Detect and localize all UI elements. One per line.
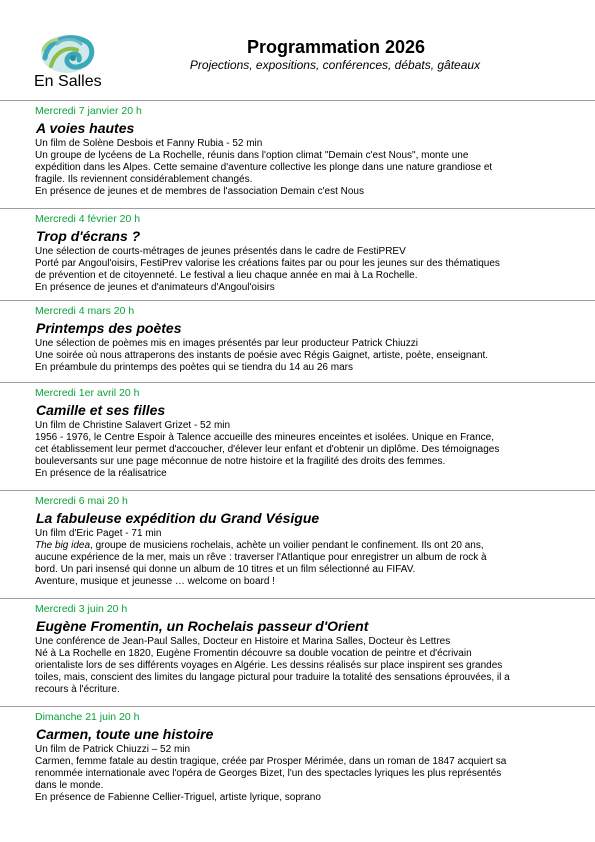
film-name: The big idea xyxy=(35,540,91,551)
event-date: Mercredi 6 mai 20 h xyxy=(35,495,128,507)
event-line: Une sélection de poèmes mis en images présentés par leur producteur Patrick Chiuzzi xyxy=(35,338,418,349)
event-date: Mercredi 3 juin 20 h xyxy=(35,603,128,615)
event-line: de prévention et de citoyenneté. Le festival a lieu chaque année en mai à La Rochelle. xyxy=(35,270,418,281)
event-date: Mercredi 4 mars 20 h xyxy=(35,305,135,317)
event-description xyxy=(35,246,560,294)
event-line: En présence de la réalisatrice xyxy=(35,468,167,479)
event-date: Mercredi 4 février 20 h xyxy=(35,213,141,225)
event-description xyxy=(35,528,560,588)
event-line: toiles, mais, conscient des limites du langage pictural pour traduire la totalité des sensations éprouvées, il a xyxy=(35,672,510,683)
event-title: Trop d'écrans ? xyxy=(36,228,141,244)
event-line: aucune expérience de la mer, mais un rêve : traverser l'Atlantique pour enregistrer un album de rock à xyxy=(35,552,487,563)
event-line: Un film de Christine Salavert Grizet - 52 min xyxy=(35,420,231,431)
en-salles-logo xyxy=(34,32,104,92)
event-line: orientaliste lors de ses différents voyages en Algérie. Les dessins réalisés sur place inspirent ses grandes xyxy=(35,660,503,671)
event-line: recours à l'écriture. xyxy=(35,684,120,695)
logo-text: En Salles xyxy=(34,73,102,90)
event-line: En présence de jeunes et d'animateurs d'Angoul'oisirs xyxy=(35,282,275,293)
event-line: bouleversants sur une page méconnue de notre histoire et la fragilité des droits des femmes. xyxy=(35,456,446,467)
page-subtitle: Projections, expositions, conférences, débats, gâteaux xyxy=(189,58,481,72)
page-title: Programmation 2026 xyxy=(246,37,426,57)
logo-swirl-icon xyxy=(37,32,101,78)
event-description xyxy=(35,636,560,696)
event-block xyxy=(0,100,595,197)
event-line: Porté par Angoul'oisirs, FestiPrev valorise les créations faites par ou pour les jeunes sur des thématiques xyxy=(35,258,500,269)
event-block xyxy=(0,300,595,373)
event-date: Dimanche 21 juin 20 h xyxy=(35,711,140,723)
event-date: Mercredi 1er avril 20 h xyxy=(35,387,140,399)
event-block xyxy=(0,208,595,293)
event-description xyxy=(35,420,560,480)
event-line: Un film de Solène Desbois et Fanny Rubia - 52 min xyxy=(35,138,263,149)
event-line: cet établissement leur permet d'accoucher, d'élever leur enfant et d'obtenir un diplôme. Des témoignages xyxy=(35,444,500,455)
event-title: Camille et ses filles xyxy=(36,402,166,418)
event-line: Un groupe de lycéens de La Rochelle, réunis dans l'option climat "Demain c'est Nous", monte une xyxy=(35,150,469,161)
event-block xyxy=(0,382,595,479)
event-line: Un film d'Eric Paget - 71 min xyxy=(35,528,162,539)
event-line: En préambule du printemps des poètes qui se tiendra du 14 au 26 mars xyxy=(35,362,353,373)
event-line: Un film de Patrick Chiuzzi – 52 min xyxy=(35,744,191,755)
event-line: The big idea, groupe de musiciens rochelais, achète un voilier pendant le confinement. Ils ont 20 ans, xyxy=(35,540,484,551)
event-line: 1956 - 1976, le Centre Espoir à Talence accueille des mineures enceintes et isolées. Unique en France, xyxy=(35,432,494,443)
event-line: En présence de Fabienne Cellier-Triguel, artiste lyrique, soprano xyxy=(35,792,321,803)
event-block xyxy=(0,490,595,587)
event-line: renommée internationale avec l'opéra de Georges Bizet, l'un des spectacles lyriques les plus représentés xyxy=(35,768,502,779)
event-line: bord. Un pari insensé qui donne un album de 10 titres et un film sélectionné au FIFAV. xyxy=(35,564,416,575)
event-line: Une soirée où nous attraperons des instants de poésie avec Régis Gaignet, artiste, poète, enseignant. xyxy=(35,350,489,361)
event-title: Printemps des poètes xyxy=(36,320,182,336)
event-line: expédition dans les Alpes. Cette semaine d'aventure collective les plonge dans une nature grandiose et xyxy=(35,162,493,173)
event-line: dans le monde. xyxy=(35,780,104,791)
event-block xyxy=(0,706,595,803)
event-line: fragile. Ils reviennent considérablement changés. xyxy=(35,174,253,185)
event-line: Aventure, musique et jeunesse … welcome on board ! xyxy=(35,576,275,587)
event-line: Une conférence de Jean-Paul Salles, Docteur en Histoire et Marina Salles, Docteur ès Lettres xyxy=(35,636,451,647)
event-line: Une sélection de courts-métrages de jeunes présentés dans le cadre de FestiPREV xyxy=(35,246,406,257)
event-title: A voies hautes xyxy=(36,120,135,136)
event-description xyxy=(35,138,560,198)
event-date: Mercredi 7 janvier 20 h xyxy=(35,105,142,117)
event-title: Carmen, toute une histoire xyxy=(36,726,214,742)
event-description xyxy=(35,744,560,804)
event-description xyxy=(35,338,560,374)
event-line: En présence de jeunes et de membres de l'association Demain c'est Nous xyxy=(35,186,364,197)
event-line: Né à La Rochelle en 1820, Eugène Fromentin découvre sa double vocation de peintre et d'écrivain xyxy=(35,648,472,659)
event-block xyxy=(0,598,595,695)
event-title: Eugène Fromentin, un Rochelais passeur d'Orient xyxy=(36,618,369,634)
event-line: Carmen, femme fatale au destin tragique, créée par Prosper Mérimée, dans un roman de 1847 acquiert sa xyxy=(35,756,507,767)
event-title: La fabuleuse expédition du Grand Vésigue xyxy=(36,510,320,526)
